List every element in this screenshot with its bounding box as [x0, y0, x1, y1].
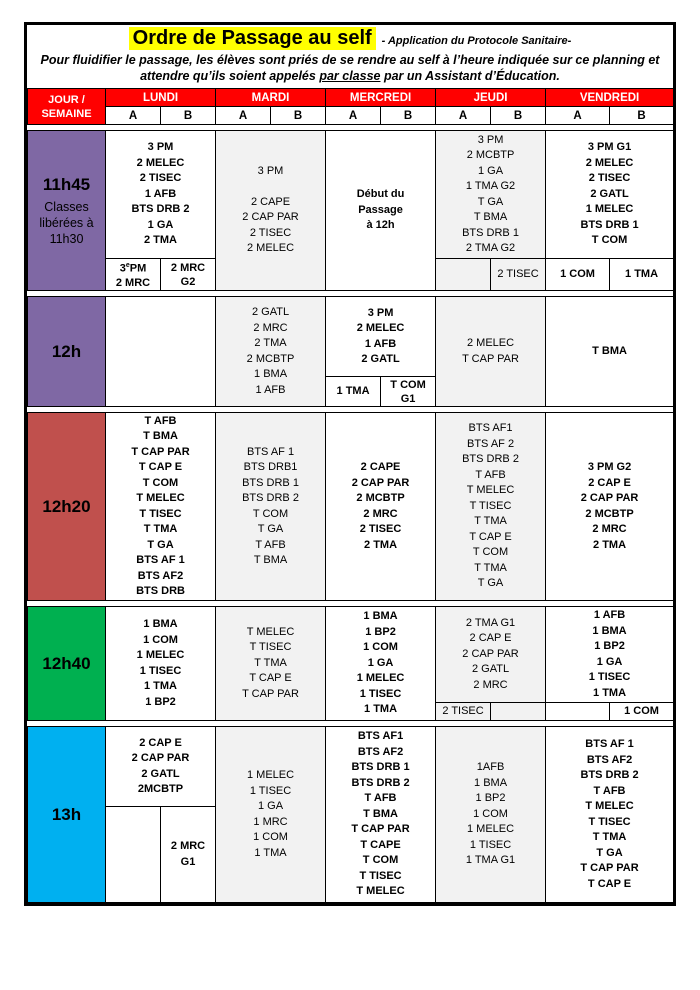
list-item: 2 MRC: [592, 523, 627, 535]
time-11h45: [28, 131, 106, 291]
list-item: BTS AF 1: [136, 554, 185, 566]
cell-mercredi-12h: [326, 297, 436, 377]
list-item: BTS AF2: [137, 569, 184, 582]
list-item: T TISEC: [359, 869, 402, 882]
list-item: 2 MCBTP: [466, 149, 515, 161]
list-item: T MELEC: [356, 885, 405, 898]
cell-vendredi-12h40-b: 1 COM: [610, 703, 674, 721]
list-item: T AFB: [364, 792, 397, 805]
list-item: T COM: [591, 234, 628, 247]
list-item: BTS AF1: [468, 422, 513, 435]
list-item: 2 TMA G1: [465, 616, 516, 629]
cell-lundi-11h45-b: [161, 259, 216, 291]
cell-jeudi-11h45-a: [436, 259, 491, 291]
cell-mercredi-12h40: [326, 607, 436, 721]
list-item: 1 TISEC: [469, 838, 512, 851]
list-item: 2 CAP E: [139, 736, 182, 749]
list-item: BTS DRB 1: [462, 226, 519, 239]
list-item: 2 MELEC: [356, 322, 405, 334]
list-item: T AFB: [475, 468, 506, 481]
list-item: 1 TMA G2: [465, 180, 516, 192]
list-item: Début du: [356, 188, 405, 201]
cell-lundi-12h: [106, 297, 216, 407]
list-item: BTS DRB 2: [462, 453, 519, 466]
list-item: 1 GA: [147, 218, 174, 231]
col-b: B: [161, 107, 216, 125]
cell-mardi-11h45: [216, 131, 326, 291]
time-label: 11h45: [42, 174, 91, 194]
list-item: T TISEC: [249, 641, 292, 654]
list-item: T TISEC: [139, 507, 182, 520]
list-item: T TMA: [592, 831, 627, 843]
col-b: B: [610, 107, 674, 125]
list-item: 3 PM G1: [587, 141, 632, 154]
list-item: G2: [180, 275, 196, 288]
list-item: T MELEC: [246, 625, 295, 638]
list-item: 1 BP2: [365, 625, 396, 638]
cell-mardi-12h20: [216, 413, 326, 601]
day-vendredi: VENDREDI: [546, 89, 674, 107]
list-item: 2 TMA G2: [465, 242, 516, 254]
cell-mercredi-12h-a: 1 TMA: [326, 377, 381, 407]
list-item: 2 MCBTP: [246, 352, 295, 365]
list-item: BTS DRB 1: [580, 218, 639, 231]
cell-lundi-13h-a: [106, 807, 161, 903]
list-item: Passage: [358, 203, 403, 216]
list-item: 1 TMA: [593, 686, 627, 699]
col-a: A: [436, 107, 491, 125]
col-b: B: [271, 107, 326, 125]
note-text-2: par un Assistant d’Éducation.: [380, 69, 560, 83]
list-item: 1 GA: [596, 655, 623, 668]
col-b: B: [381, 107, 436, 125]
list-item: T GA: [477, 195, 504, 208]
list-item: 2 TMA: [254, 337, 287, 349]
list-item: T BMA: [363, 807, 398, 820]
row-11h45: [28, 131, 674, 259]
list-item: 1 BP2: [594, 640, 625, 652]
time-sublabel: Classes libérées à 11h30: [39, 199, 94, 246]
list-item: 1AFB: [476, 761, 505, 774]
list-item: 1 TMA: [144, 680, 177, 692]
list-item: 2 GATL: [471, 663, 510, 676]
list-item: 1 BMA: [254, 368, 288, 380]
list-item: 1 TISEC: [249, 784, 292, 797]
cell-lundi-11h45-a: [106, 259, 161, 291]
list-item: T CAP PAR: [131, 445, 190, 458]
cell-vendredi-13h: [546, 727, 674, 903]
list-item: T BMA: [253, 554, 288, 566]
list-item: T COM: [362, 854, 399, 867]
cell-lundi-12h40: [106, 607, 216, 721]
time-12h20: 12h20: [28, 413, 106, 601]
cell-jeudi-12h40-b: [491, 703, 546, 721]
cell-jeudi-12h40-a: 2 TISEC: [436, 703, 491, 721]
list-item: BTS DRB 1: [351, 761, 410, 774]
list-item: 1 BMA: [143, 618, 178, 630]
list-item: T TISEC: [469, 499, 512, 512]
cell-jeudi-11h45-b: 2 TISEC: [491, 259, 546, 291]
list-item: 1 GA: [257, 800, 284, 812]
row-12h20: [28, 413, 674, 601]
cell-jeudi-12h20: [436, 413, 546, 601]
list-item: T CAP PAR: [462, 352, 519, 365]
list-item: 1 MELEC: [356, 672, 405, 685]
cell-vendredi-12h40: [546, 607, 674, 703]
list-item: T BMA: [473, 211, 508, 223]
list-item: 1 TMA G1: [465, 854, 516, 867]
list-item: 3 PM G2: [587, 461, 632, 473]
cell-vendredi-12h: [546, 297, 674, 407]
list-item: 2 MRC: [363, 507, 398, 520]
list-item: T CAP PAR: [242, 687, 299, 700]
list-item: 2 MELEC: [585, 156, 634, 169]
instructions: [31, 52, 669, 84]
list-item: BTS DRB 2: [580, 769, 639, 781]
list-item: 3 PM: [477, 133, 504, 146]
list-item: T MELEC: [136, 492, 185, 504]
list-item: T TMA: [254, 656, 287, 669]
cell-lundi-13h-b: [161, 807, 216, 903]
list-item: 2MCBTP: [137, 783, 184, 795]
list-item: 1 COM: [363, 641, 398, 654]
list-item: 2 TISEC: [588, 172, 631, 185]
list-item: 2 CAP PAR: [131, 752, 190, 764]
ab-header-row: [28, 107, 674, 125]
list-item: 2 TMA: [144, 234, 177, 247]
list-item: 2 MCBTP: [356, 492, 405, 504]
list-item: 1 MELEC: [136, 649, 185, 661]
list-item: 2 TMA: [364, 538, 398, 551]
list-item: 2 CAP PAR: [580, 492, 639, 504]
list-item: T CAP PAR: [580, 862, 639, 874]
list-item: 1 BP2: [145, 695, 176, 708]
list-item: T CAPE: [360, 838, 401, 851]
list-item: BTS DRB 2: [351, 776, 410, 789]
days-header-row: [28, 89, 674, 107]
list-item: 2 MRC: [115, 276, 151, 289]
list-item: T COM: [252, 507, 289, 520]
cell-vendredi-11h45-a: 1 COM: [546, 259, 610, 291]
list-item: 2 MRC: [170, 840, 206, 852]
list-item: 3 PM: [367, 306, 394, 319]
list-item: 2 CAP PAR: [351, 476, 410, 489]
list-item: T CAP PAR: [351, 823, 410, 836]
list-item: T BMA: [592, 344, 627, 357]
list-item: BTS AF 1: [246, 445, 295, 458]
list-item: 1 TISEC: [139, 664, 182, 677]
list-item: 1 BMA: [474, 776, 508, 789]
cell-vendredi-12h40-a: [546, 703, 610, 721]
list-item: 2 GATL: [590, 187, 629, 200]
list-item: 2 CAPE: [250, 195, 291, 208]
list-item: T AFB: [144, 414, 177, 427]
list-item: 2 CAP E: [588, 476, 631, 489]
list-item: 2 TISEC: [359, 523, 402, 535]
cell-mardi-12h: [216, 297, 326, 407]
list-item: 1 AFB: [364, 337, 397, 350]
cell-jeudi-11h45: [436, 131, 546, 259]
list-item: BTS AF 2: [466, 437, 515, 450]
page-title: Ordre de Passage au self: [129, 27, 376, 50]
list-item: T COM: [472, 546, 509, 559]
list-item: 2 GATL: [361, 353, 400, 365]
list-item: 1 MELEC: [466, 823, 515, 836]
list-item: 1 TMA: [364, 703, 398, 716]
row-12h: [28, 297, 674, 377]
list-item: 3 PM: [147, 141, 174, 154]
list-item: 1 MRC: [253, 815, 288, 828]
header: [27, 25, 673, 88]
list-item: BTS DRB 2: [242, 492, 299, 504]
col-a: A: [106, 107, 161, 125]
list-item: 3 PM: [257, 165, 284, 178]
list-item: 1 AFB: [593, 609, 626, 621]
list-item: 2 CAP E: [469, 632, 512, 645]
time-12h40: 12h40: [28, 607, 106, 721]
schedule-page: [24, 22, 676, 906]
list-item: 1 BP2: [475, 792, 506, 805]
list-item: T COM: [390, 378, 426, 391]
list-item: 1 BMA: [363, 610, 398, 623]
list-item: 1 COM: [143, 633, 178, 646]
list-item: 1 TMA: [254, 846, 287, 859]
list-item: T TISEC: [588, 815, 631, 828]
list-item: BTS DRB 2: [131, 203, 190, 216]
list-item: T TMA: [474, 561, 507, 574]
list-item: T BMA: [143, 430, 178, 442]
cell-lundi-12h20: [106, 413, 216, 601]
list-item: 2 GATL: [251, 306, 290, 318]
col-a: A: [216, 107, 271, 125]
list-item: 2 CAP PAR: [242, 211, 299, 224]
list-item: 2 CAP PAR: [462, 647, 519, 660]
list-item: T CAP E: [138, 461, 183, 473]
page-subtitle: - Application du Protocole Sanitaire-: [381, 35, 572, 47]
list-item: BTS DRB: [136, 585, 185, 597]
list-item: 1 TISEC: [588, 671, 631, 683]
list-item: 1 TISEC: [359, 687, 402, 700]
list-item: 2 MELEC: [246, 242, 295, 255]
list-item: 2 CAPE: [360, 461, 401, 473]
list-item: BTS AF1: [357, 730, 404, 743]
list-item: BTS AF2: [586, 753, 633, 766]
list-item: à 12h: [366, 219, 395, 232]
list-item: BTS AF2: [357, 745, 404, 758]
day-lundi: LUNDI: [106, 89, 216, 107]
list-item: 2 TISEC: [139, 172, 182, 185]
list-item: 1 COM: [253, 831, 288, 843]
day-mardi: MARDI: [216, 89, 326, 107]
time-13h: 13h: [28, 727, 106, 903]
day-jeudi: JEUDI: [436, 89, 546, 107]
list-item: 2 GATL: [141, 767, 180, 780]
cell-vendredi-12h20: [546, 413, 674, 601]
list-item: BTS AF 1: [585, 738, 634, 750]
cell-jeudi-12h: [436, 297, 546, 407]
list-item: T AFB: [255, 538, 286, 551]
list-item: T AFB: [593, 784, 626, 797]
list-item: G1: [400, 392, 416, 405]
list-item: 2 TISEC: [249, 226, 292, 239]
time-12h: 12h: [28, 297, 106, 407]
list-item: 1 AFB: [255, 383, 286, 396]
list-item: T GA: [596, 846, 623, 859]
jour-semaine-header: JOUR / SEMAINE: [28, 89, 106, 125]
list-item: T GA: [147, 538, 174, 551]
list-item: 1 COM: [473, 807, 508, 820]
cell-vendredi-11h45: [546, 131, 674, 259]
list-item: G1: [180, 855, 196, 868]
list-item: 1 GA: [477, 164, 504, 177]
list-item: 2 MELEC: [466, 337, 515, 349]
cell-lundi-11h45: [106, 131, 216, 259]
list-item: 2 MRC: [473, 678, 508, 691]
list-item: T MELEC: [466, 484, 515, 497]
list-item: BTS DRB 1: [242, 476, 299, 489]
list-item: T COM: [142, 476, 179, 489]
list-item: T MELEC: [585, 800, 634, 812]
list-item: T TMA: [474, 515, 507, 528]
list-item: 1 GA: [367, 656, 394, 669]
row-12h40: [28, 607, 674, 703]
cell-jeudi-12h40: [436, 607, 546, 703]
list-item: T GA: [257, 523, 284, 535]
cell-mercredi-12h-b: [381, 377, 436, 407]
row-13h: [28, 727, 674, 807]
list-item: T CAP E: [587, 877, 632, 890]
cell-mardi-12h40: [216, 607, 326, 721]
list-item: 2 TMA: [593, 538, 627, 551]
cell-mercredi-12h20: [326, 413, 436, 601]
list-item: BTS DRB1: [243, 461, 298, 473]
list-item: 1 MELEC: [246, 769, 295, 781]
cell-vendredi-11h45-b: 1 TMA: [610, 259, 674, 291]
cell-mercredi-13h: [326, 727, 436, 903]
cell-mardi-13h: [216, 727, 326, 903]
list-item: 1 BMA: [592, 624, 627, 637]
day-mercredi: MERCREDI: [326, 89, 436, 107]
list-item: 1 MELEC: [585, 203, 634, 216]
cell-lundi-13h: [106, 727, 216, 807]
list-item: 2 MRC: [170, 261, 206, 274]
cell-mercredi-11h45: [326, 131, 436, 291]
list-item: 2 MELEC: [136, 156, 185, 169]
list-item: 2 MRC: [253, 321, 288, 334]
list-item: 1 AFB: [144, 187, 177, 200]
list-item: T TMA: [143, 523, 178, 535]
cell-jeudi-13h: [436, 727, 546, 903]
list-item: T GA: [477, 577, 504, 590]
list-item: 2 MCBTP: [585, 507, 634, 520]
list-item: T CAP E: [469, 530, 512, 543]
schedule-table: [27, 88, 674, 903]
col-b: B: [491, 107, 546, 125]
col-a: A: [546, 107, 610, 125]
list-item: T CAP E: [249, 672, 292, 685]
list-item: 3ePM: [119, 262, 147, 275]
note-underlined: par classe: [319, 69, 381, 83]
note-text-1: Pour fluidifier le passage, les élèves sont priés de se rendre au self à l’heure indiquée sur ce planning et attendre qu’ils soient appelés: [40, 53, 660, 83]
col-a: A: [326, 107, 381, 125]
